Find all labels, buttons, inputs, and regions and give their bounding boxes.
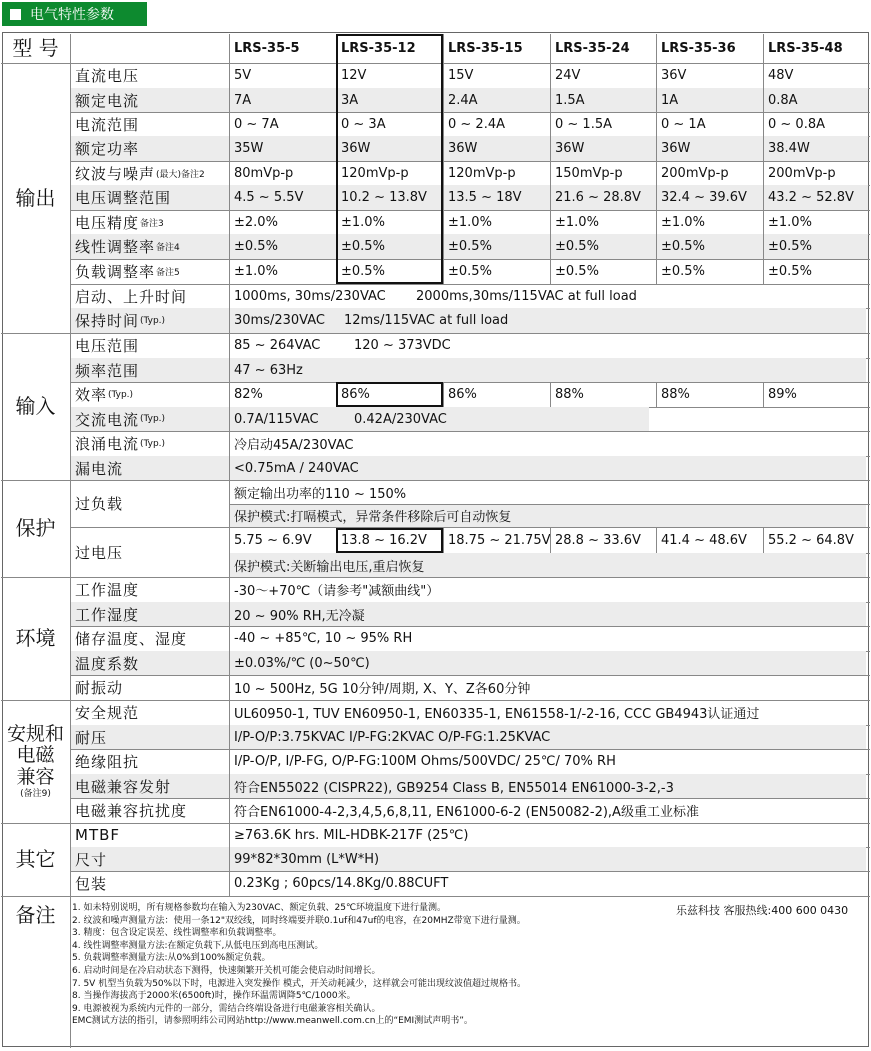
value-cell: ≥763.6K hrs. MIL-HDBK-217F (25℃) [234, 827, 469, 843]
value-cell: 0.23Kg ; 60pcs/14.8Kg/0.88CUFT [234, 876, 449, 891]
row-label [70, 749, 229, 774]
value-cell: 0.7A/115VAC [229, 407, 349, 431]
value-cell: 48V [768, 68, 794, 83]
value-cell: 7A [229, 88, 336, 112]
value-cell: <0.75mA / 240VAC [229, 456, 866, 480]
row-label [70, 234, 229, 259]
column-divider [336, 259, 337, 284]
section-label-model: 型 号 [12, 36, 59, 60]
column-divider [336, 34, 337, 63]
row-label [70, 407, 229, 431]
row-label-text: 电压调整范围 [75, 189, 172, 207]
value-cell: 88% [661, 387, 690, 402]
column-divider [443, 528, 444, 553]
column-divider [336, 234, 337, 259]
row-label-text: 绝缘阻抗 [75, 753, 140, 771]
row-label [70, 602, 229, 626]
note-line: 1. 如未特别说明，所有规格参数均在输入为230VAC、额定负载、25℃环境温度下进行量测。 [72, 903, 447, 913]
row-label-text: 工作温度 [75, 581, 140, 599]
value-cell: 0 ~ 7A [234, 116, 279, 132]
column-divider [763, 136, 764, 161]
value-cell: 0 ~ 3A [341, 116, 386, 132]
value-cell: ±0.5% [550, 234, 656, 259]
column-divider [550, 382, 551, 407]
value-cell: 5V [234, 68, 252, 83]
section-label-safety [1, 700, 70, 823]
column-divider [763, 382, 764, 407]
row-label [70, 577, 229, 602]
value-cell: ±0.5% [555, 264, 599, 279]
note-line: 9. 电源被视为系统内元件的一部分，需结合终端设备进行电磁兼容相关确认。 [72, 1003, 381, 1014]
column-divider [229, 63, 230, 896]
column-divider [550, 161, 551, 185]
value-cell: ±0.5% [448, 264, 492, 279]
value-cell: 0.42A/230VAC [349, 407, 649, 431]
value-cell: 88% [555, 387, 584, 402]
row-label [70, 431, 229, 456]
value-cell: 符合EN61000-4-2,3,4,5,6,8,11, EN61000-6-2 (EN50082-2),A级重工业标准 [234, 805, 699, 820]
value-cell: 35W [229, 136, 336, 161]
row-label-text: 安全规范 [75, 704, 140, 722]
column-divider [550, 136, 551, 161]
value-cell: I/P-O/P:3.75KVAC I/P-FG:2KVAC O/P-FG:1.25KVAC [229, 725, 866, 749]
value-cell: 1000ms, 30ms/230VAC [234, 288, 386, 304]
column-divider [656, 34, 657, 63]
value-cell: 85 ~ 264VAC [234, 338, 321, 353]
note-line: 7. 5V 机型当负载为50%以下时，电源进入突发操作 模式，开关动耗减少，这样就会可能出现纹波值超过规格书。 [72, 978, 527, 989]
section-label-line: 安规和 [6, 722, 64, 745]
note-line: EMC测试方法的指引，请参照明纬公司网站http://www.meanwell.com.cn上的“EMI测试声明书”。 [72, 1016, 473, 1027]
value-cell: ±1.0% [234, 264, 278, 279]
row-label [70, 259, 229, 284]
section-label-protection: 保护 [15, 516, 56, 540]
value-cell: 保护模式:关断输出电压,重启恢复 [229, 553, 866, 577]
notes-list [72, 902, 862, 1028]
row-label-text: 电压范围 [75, 337, 140, 355]
column-divider [656, 382, 657, 407]
row-label [70, 185, 229, 210]
note-line: 8. 当操作海拔高于2000米(6500ft)时，操作环温需调降5℃/1000米。 [72, 991, 356, 1002]
row-label-text: 电流范围 [75, 115, 140, 134]
value-cell: UL60950-1, TUV EN60950-1, EN60335-1, EN61558-1/-2-16, CCC GB4943认证通过 [234, 707, 760, 722]
value-cell: 4.5 ~ 5.5V [229, 185, 336, 210]
column-divider [550, 88, 551, 112]
column-divider [443, 161, 444, 185]
column-divider [763, 185, 764, 210]
column-divider [656, 185, 657, 210]
row-label-text: 浪涌电流 [75, 435, 140, 453]
value-cell: 38.4W [763, 136, 868, 161]
value-cell: 80mVp-p [234, 165, 294, 181]
row-label-text: 电压精度 [75, 213, 140, 232]
row-label [70, 284, 229, 308]
column-divider [550, 63, 551, 88]
column-divider [550, 234, 551, 259]
row-label [70, 88, 229, 112]
value-cell: 13.5 ~ 18V [443, 185, 550, 210]
row-label-note: (最大)备注2 [156, 169, 205, 180]
column-divider [763, 34, 764, 63]
value-cell: ±0.5% [656, 234, 763, 259]
value-cell: 36V [661, 68, 687, 83]
column-divider [763, 210, 764, 234]
row-label-note: 备注4 [156, 243, 180, 253]
section-label-notes: 备注 [15, 903, 56, 927]
row-label [70, 308, 229, 333]
column-divider [336, 185, 337, 210]
column-divider [336, 161, 337, 185]
value-cell: 2.4A [443, 88, 550, 112]
column-divider [656, 161, 657, 185]
value-cell: 99*82*30mm (L*W*H) [229, 847, 866, 871]
column-divider [229, 34, 230, 63]
row-label [70, 456, 229, 480]
value-cell: 200mVp-p [661, 165, 729, 181]
row-label [70, 210, 229, 234]
column-divider [656, 259, 657, 284]
note-line: 5. 负载调整率测量方法:从0%到100%额定负载。 [72, 953, 271, 964]
row-label-text: 漏电流 [75, 459, 124, 478]
column-divider [336, 112, 337, 136]
row-label-text: 温度系数 [75, 654, 140, 673]
value-cell: 24V [555, 68, 581, 83]
column-divider [443, 112, 444, 136]
column-divider [443, 63, 444, 88]
column-divider [656, 112, 657, 136]
value-cell: ±0.5% [768, 264, 812, 279]
value-cell: ±1.0% [661, 214, 705, 230]
column-divider [656, 234, 657, 259]
row-label-note: (Typ.) [140, 414, 166, 424]
value-cell: ±0.03%/℃ (0~50℃) [229, 651, 866, 675]
value-cell: 120 ~ 373VDC [354, 338, 451, 353]
value-cell: I/P-O/P, I/P-FG, O/P-FG:100M Ohms/500VDC/ 25℃/ 70% RH [234, 754, 616, 769]
row-label [70, 823, 229, 847]
column-divider [550, 34, 551, 63]
row-label [70, 675, 229, 700]
row-label-text: 启动、上升时间 [75, 287, 188, 306]
value-cell: 41.4 ~ 48.6V [661, 533, 747, 548]
row-label [70, 847, 229, 871]
row-label-note: 备注3 [140, 218, 164, 229]
row-label [70, 871, 229, 896]
model-name: LRS-35-12 [341, 41, 416, 56]
value-cell: 20 ~ 90% RH,无冷凝 [229, 602, 866, 626]
row-label-text: 电磁兼容抗扰度 [75, 802, 188, 820]
value-cell: 0 ~ 1A [661, 116, 706, 132]
column-divider [763, 88, 764, 112]
column-divider [443, 210, 444, 234]
row-label [70, 112, 229, 136]
value-cell: ±0.5% [336, 234, 443, 259]
note-line: 3. 精度：包含设定误差、线性调整率和负载调整率。 [72, 928, 282, 939]
value-cell: -40 ~ +85℃, 10 ~ 95% RH [234, 631, 413, 646]
column-divider [763, 259, 764, 284]
column-divider [656, 210, 657, 234]
row-divider [1, 896, 870, 897]
column-divider [550, 185, 551, 210]
value-cell: ±0.5% [229, 234, 336, 259]
section-label-line: 电磁 [16, 744, 55, 767]
row-label [70, 651, 229, 675]
row-divider [229, 504, 870, 505]
value-cell: 32.4 ~ 39.6V [656, 185, 763, 210]
column-divider [443, 34, 444, 63]
column-divider [70, 63, 71, 1048]
column-divider [443, 234, 444, 259]
row-label-text: 过电压 [75, 543, 124, 562]
value-cell: 0 ~ 1.5A [555, 116, 612, 132]
row-label [70, 527, 229, 577]
value-cell: 18.75 ~ 21.75V [448, 533, 550, 548]
column-divider [443, 136, 444, 161]
row-label-text: 工作湿度 [75, 605, 140, 624]
row-label-text: 尺寸 [75, 850, 108, 869]
value-cell: 43.2 ~ 52.8V [763, 185, 868, 210]
column-divider [70, 34, 71, 63]
column-divider [336, 88, 337, 112]
value-cell: 89% [768, 387, 797, 402]
row-label-note: 备注5 [156, 268, 180, 278]
row-label-note: (Typ.) [140, 438, 166, 449]
row-label [70, 161, 229, 185]
column-divider [656, 88, 657, 112]
row-label [70, 382, 229, 407]
section-title: 电气特性参数 [30, 7, 114, 23]
row-label-text: MTBF [75, 826, 121, 844]
value-cell: 额定输出功率的110 ~ 150% [234, 486, 407, 502]
row-label-text: 包装 [75, 875, 108, 893]
row-label [70, 136, 229, 161]
row-label-text: 线性调整率 [75, 238, 156, 256]
column-divider [443, 185, 444, 210]
row-label-text: 保持时间 [75, 312, 140, 330]
row-label-note: (Typ.) [108, 389, 134, 400]
model-name: LRS-35-15 [448, 41, 523, 56]
column-divider [336, 136, 337, 161]
column-divider [763, 234, 764, 259]
value-cell: 36W [336, 136, 443, 161]
value-cell: 82% [234, 387, 263, 402]
value-cell: 0.8A [763, 88, 868, 112]
row-label-text: 额定电流 [75, 91, 140, 110]
section-label-input: 输入 [15, 394, 56, 418]
value-cell: 5.75 ~ 6.9V [234, 533, 312, 548]
row-label-text: 耐压 [75, 728, 108, 747]
row-label [70, 700, 229, 725]
row-label [70, 798, 229, 823]
row-label [70, 626, 229, 651]
value-cell: ±2.0% [234, 214, 278, 230]
column-divider [336, 528, 337, 553]
section-label-environment: 环境 [15, 626, 56, 650]
value-cell: 0 ~ 2.4A [448, 116, 505, 132]
hotline-text: 乐兹科技 客服热线:400 600 0430 [676, 904, 849, 917]
row-label-text: 耐振动 [75, 679, 124, 697]
note-line: 2. 纹波和噪声测量方法：使用一条12"双绞线，同时终端要并联0.1uf和47uf的电容，在20MHZ带宽下进行量测。 [72, 915, 526, 926]
model-name: LRS-35-24 [555, 41, 630, 56]
value-cell: 保护模式:打嗝模式，异常条件移除后可自动恢复 [229, 504, 866, 527]
column-divider [763, 63, 764, 88]
column-divider [656, 63, 657, 88]
value-cell: 21.6 ~ 28.8V [550, 185, 656, 210]
value-cell: ±1.0% [341, 214, 385, 230]
value-cell: 2000ms,30ms/115VAC at full load [416, 288, 637, 304]
row-label-text: 电磁兼容发射 [75, 777, 172, 796]
value-cell: 符合EN55022 (CISPR22), GB9254 Class B, EN55014 EN61000-3-2,-3 [229, 774, 866, 798]
row-label [70, 480, 229, 527]
value-cell: 3A [336, 88, 443, 112]
column-divider [763, 112, 764, 136]
column-divider [656, 136, 657, 161]
square-icon [10, 9, 21, 20]
row-label-note: (Typ.) [140, 315, 166, 326]
row-label [70, 725, 229, 749]
value-cell: 1A [656, 88, 763, 112]
row-label-text: 效率 [75, 386, 108, 404]
row-label-text: 额定功率 [75, 140, 140, 158]
value-cell: 36W [656, 136, 763, 161]
model-name: LRS-35-36 [661, 41, 736, 56]
column-divider [336, 382, 337, 407]
value-cell: ±0.5% [341, 264, 385, 279]
row-label-text: 储存温度、湿度 [75, 630, 188, 648]
value-cell: 28.8 ~ 33.6V [555, 533, 641, 548]
value-cell: ±1.0% [448, 214, 492, 230]
row-label-text: 过负载 [75, 495, 124, 513]
section-label-output: 输出 [15, 185, 56, 210]
row-label-text: 直流电压 [75, 67, 140, 85]
row-label-text: 频率范围 [75, 361, 140, 380]
value-cell: ±1.0% [768, 214, 812, 230]
column-divider [443, 382, 444, 407]
column-divider [336, 210, 337, 234]
column-divider [763, 528, 764, 553]
column-divider [550, 112, 551, 136]
value-cell: 200mVp-p [768, 165, 836, 181]
value-cell: ±0.5% [443, 234, 550, 259]
value-cell: ±1.0% [555, 214, 599, 230]
row-label-text: 交流电流 [75, 410, 140, 429]
value-cell: 0 ~ 0.8A [768, 116, 825, 132]
section-label-note: (备注9) [20, 789, 51, 800]
value-cell: 47 ~ 63Hz [229, 358, 866, 382]
value-cell: 55.2 ~ 64.8V [768, 533, 854, 548]
section-label-others: 其它 [15, 847, 56, 871]
column-divider [443, 259, 444, 284]
value-cell: 冷启动45A/230VAC [234, 438, 354, 453]
value-cell: 36W [550, 136, 656, 161]
value-cell: ±0.5% [661, 264, 705, 279]
row-label [70, 774, 229, 798]
model-name: LRS-35-48 [768, 41, 843, 56]
row-label [70, 333, 229, 358]
model-name: LRS-35-5 [234, 41, 300, 56]
section-header [2, 2, 147, 26]
value-cell: 1.5A [550, 88, 656, 112]
column-divider [550, 528, 551, 553]
value-cell: 30ms/230VAC [229, 308, 339, 333]
note-line: 6. 启动时间是在冷启动状态下测得，快速频繁开关机可能会使启动时间增长。 [72, 965, 381, 976]
value-cell: 13.8 ~ 16.2V [341, 533, 427, 548]
value-cell: 12ms/115VAC at full load [339, 308, 866, 333]
column-divider [443, 88, 444, 112]
column-divider [656, 528, 657, 553]
value-cell: 120mVp-p [448, 165, 516, 181]
value-cell: 120mVp-p [341, 165, 409, 181]
note-line: 4. 线性调整率测量方法:在额定负载下,从低电压到高电压测试。 [72, 940, 324, 951]
value-cell: 36W [443, 136, 550, 161]
column-divider [763, 161, 764, 185]
column-divider [550, 210, 551, 234]
value-cell: 86% [341, 387, 370, 402]
spec-table [2, 32, 869, 1047]
value-cell: 15V [448, 68, 474, 83]
row-label-text: 纹波与噪声 [75, 164, 156, 183]
row-label [70, 63, 229, 88]
column-divider [336, 63, 337, 88]
row-label-text: 负载调整率 [75, 263, 156, 281]
column-divider [550, 259, 551, 284]
value-cell: 10.2 ~ 13.8V [336, 185, 443, 210]
value-cell: 10 ~ 500Hz, 5G 10分钟/周期, X、Y、Z各60分钟 [234, 682, 531, 697]
value-cell: -30～+70℃（请参考"减额曲线"） [234, 584, 440, 599]
section-label-line: 兼容 [16, 766, 55, 789]
value-cell: 86% [448, 387, 477, 402]
value-cell: 150mVp-p [555, 165, 623, 181]
value-cell: ±0.5% [763, 234, 868, 259]
row-label [70, 358, 229, 382]
value-cell: 12V [341, 68, 367, 83]
